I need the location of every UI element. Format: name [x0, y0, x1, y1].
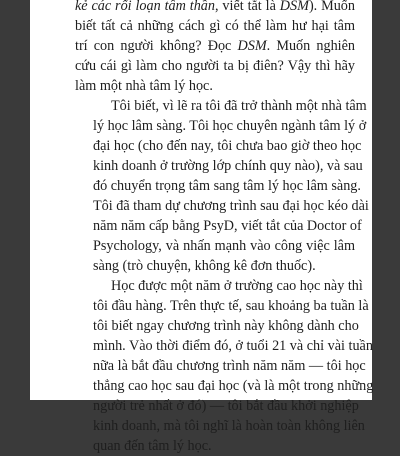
text-line — [75, 296, 369, 316]
text-line — [75, 156, 363, 176]
text-run: kinh doanh ở trường lớp chính quy nào), và sau — [93, 158, 363, 174]
text-line — [75, 236, 355, 256]
paragraph — [75, 276, 374, 456]
text-run: Psychology, và nhấn mạnh vào công việc lâm — [93, 238, 355, 254]
italic-text: DSM — [279, 0, 309, 14]
text-line — [75, 96, 367, 116]
text-line — [75, 136, 362, 156]
text-run: kinh doanh, mà tôi nghĩ là hoàn toàn không liên — [93, 418, 365, 434]
text-line — [75, 396, 359, 416]
paragraph — [75, 0, 355, 96]
text-run: tôi đầu hàng. Trên thực tế, sau khoảng ba tuần là — [93, 298, 369, 314]
text-run: tôi biết ngay chương trình này không dành cho — [93, 318, 359, 334]
text-run: . Muốn nghiên — [266, 38, 355, 54]
text-run: đại học (cho đến nay, tôi chưa bao giờ theo học — [93, 138, 362, 154]
text-line — [75, 416, 365, 436]
paragraph — [75, 96, 369, 276]
text-line — [75, 76, 355, 96]
text-run: năm năm cấp bằng PsyD, viết tắt của Doctor of — [93, 218, 362, 234]
text-run: nữa là bắt đầu chương trình năm năm — tôi học — [93, 358, 366, 374]
text-line — [75, 356, 366, 376]
text-line — [75, 376, 374, 396]
body-text — [75, 0, 374, 456]
text-run: lý học lâm sàng. Tôi học chuyên ngành tâm lý ở — [93, 118, 367, 134]
text-run: ). Muốn — [308, 0, 355, 14]
text-line — [75, 36, 355, 56]
text-run: Tôi đã tham dự chương trình sau đại học kéo dài — [93, 198, 369, 214]
text-run: làm một nhà tâm lý học. — [75, 78, 213, 94]
text-run: mình. Vào thời điểm đó, ở tuổi 21 và chỉ vài tuần — [93, 338, 373, 354]
text-run: thẳng cao học sau đại học (và là một trong những — [93, 378, 374, 394]
text-line — [75, 116, 367, 136]
text-run: , viết tắt là — [214, 0, 280, 14]
text-line — [75, 196, 369, 216]
italic-text: DSM — [237, 38, 267, 54]
text-run: quan đến tâm lý học. — [93, 438, 212, 454]
text-line — [75, 56, 355, 76]
text-line — [75, 176, 361, 196]
italic-text: kẻ các rối loạn tâm thần — [75, 0, 215, 14]
book-page — [30, 0, 374, 454]
text-line — [75, 336, 373, 356]
text-run: sàng (trò chuyện, không kê đơn thuốc). — [93, 258, 316, 274]
text-run: Tôi biết, vì lẽ ra tôi đã trở thành một nhà tâm — [111, 98, 367, 114]
text-line — [75, 256, 355, 276]
text-run: trí con người không? Đọc — [75, 38, 238, 54]
text-line — [75, 16, 355, 36]
text-run: đó chuyển trọng tâm sang tâm lý học lâm sàng. — [93, 178, 361, 194]
text-line — [75, 276, 363, 296]
text-line — [75, 0, 355, 16]
text-line — [75, 316, 359, 336]
text-line — [75, 436, 355, 456]
text-run: biết tất cả những cách gì có thể làm hư hại tâm — [75, 18, 355, 34]
text-run: người trẻ nhất ở đó) — tôi bắt đầu khởi nghiệp — [93, 398, 359, 414]
text-line — [75, 216, 362, 236]
text-run: cứu cái gì làm cho người ta bị điên? Vậy thì hãy — [75, 58, 355, 74]
text-run: Học được một năm ở trường cao học này thì — [111, 278, 363, 294]
